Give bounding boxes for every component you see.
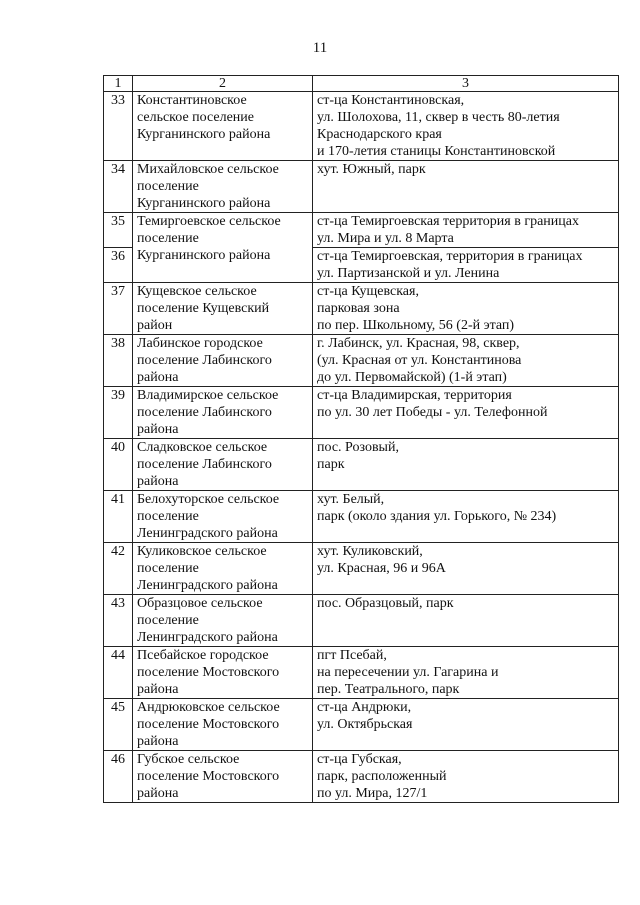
settlement-name-line: района — [137, 474, 179, 489]
table-row — [104, 491, 619, 543]
settlement-name-line: Губское сельское — [137, 752, 240, 767]
settlement-name-line: поселение Мостовского — [137, 769, 280, 784]
settlement-name-line: Андрюковское сельское — [137, 700, 280, 715]
location-description — [313, 595, 619, 647]
location-line: по ул. 30 лет Победы - ул. Телефонной — [317, 405, 548, 420]
location-line: и 170-летия станицы Константиновской — [317, 144, 556, 159]
row-number: 34 — [104, 161, 133, 213]
row-number: 40 — [104, 439, 133, 491]
location-line: по ул. Мира, 127/1 — [317, 786, 428, 801]
settlement-name — [133, 387, 313, 439]
location-line: ст-ца Губская, — [317, 752, 402, 767]
location-line: до ул. Первомайской) (1-й этап) — [317, 370, 507, 385]
row-number: 42 — [104, 543, 133, 595]
table-row — [104, 699, 619, 751]
row-number: 35 — [104, 213, 133, 248]
location-line: ст-ца Темиргоевская территория в границах — [317, 214, 579, 229]
location-line: ул. Красная, 96 и 96А — [317, 561, 446, 576]
table-row — [104, 335, 619, 387]
settlement-name-line: Белохуторское сельское — [137, 492, 280, 507]
settlement-name-line: Ленинградского района — [137, 526, 278, 541]
location-description — [313, 335, 619, 387]
location-description — [313, 161, 619, 213]
settlement-name-line: поселение — [137, 613, 199, 628]
settlement-name-line: Темиргоевское сельское — [137, 214, 281, 229]
settlement-name-line: Лабинское городское — [137, 336, 263, 351]
location-line: ст-ца Владимирская, территория — [317, 388, 512, 403]
settlement-name-line: Михайловское сельское — [137, 162, 279, 177]
location-description — [313, 491, 619, 543]
location-line: парк (около здания ул. Горького, № 234) — [317, 509, 557, 524]
location-line: на пересечении ул. Гагарина и — [317, 665, 499, 680]
table-row — [104, 751, 619, 803]
header-col-3: 3 — [313, 76, 619, 92]
settlement-name — [133, 647, 313, 699]
location-line: хут. Южный, парк — [317, 162, 426, 177]
table-row — [104, 161, 619, 213]
table-row — [104, 543, 619, 595]
table-row — [104, 283, 619, 335]
settlement-name-line: сельское поселение — [137, 110, 254, 125]
location-line: ст-ца Константиновская, — [317, 93, 465, 108]
settlement-name-line: района — [137, 786, 179, 801]
settlement-name — [133, 335, 313, 387]
settlement-name — [133, 595, 313, 647]
settlement-name — [133, 543, 313, 595]
territories-table — [103, 75, 619, 803]
location-description — [313, 213, 619, 248]
settlement-name-line: Сладковское сельское — [137, 440, 268, 455]
settlement-name-line: поселение — [137, 561, 199, 576]
location-line: пос. Розовый, — [317, 440, 399, 455]
location-line: ст-ца Темиргоевская, территория в границах — [317, 249, 583, 264]
location-line: парк — [317, 457, 345, 472]
header-col-2: 2 — [133, 76, 313, 92]
table-row — [104, 92, 619, 161]
row-number: 45 — [104, 699, 133, 751]
settlement-name-line: района — [137, 370, 179, 385]
settlement-name — [133, 439, 313, 491]
settlement-name-line: район — [137, 318, 173, 333]
table-header-row — [104, 76, 619, 92]
table-row — [104, 387, 619, 439]
settlement-name-line: района — [137, 422, 179, 437]
settlement-name-line: поселение Мостовского — [137, 717, 280, 732]
settlement-name-line: Курганинского района — [137, 248, 271, 263]
settlement-name-line: Ленинградского района — [137, 630, 278, 645]
settlement-name — [133, 491, 313, 543]
location-line: хут. Белый, — [317, 492, 385, 507]
settlement-name — [133, 161, 313, 213]
settlement-name-line: поселение Кущевский — [137, 301, 270, 316]
location-line: ст-ца Андрюки, — [317, 700, 412, 715]
row-number: 41 — [104, 491, 133, 543]
settlement-name-line: района — [137, 682, 179, 697]
location-line: пгт Псебай, — [317, 648, 387, 663]
location-line: (ул. Красная от ул. Константинова — [317, 353, 522, 368]
location-description — [313, 248, 619, 283]
table-row — [104, 647, 619, 699]
row-number: 46 — [104, 751, 133, 803]
settlement-name — [133, 92, 313, 161]
row-number: 43 — [104, 595, 133, 647]
location-line: хут. Куликовский, — [317, 544, 423, 559]
settlement-name-line: Владимирское сельское — [137, 388, 279, 403]
row-number: 33 — [104, 92, 133, 161]
location-description — [313, 439, 619, 491]
location-line: ст-ца Кущевская, — [317, 284, 419, 299]
settlement-name-line: поселение — [137, 509, 199, 524]
settlement-name-line: поселение Лабинского — [137, 405, 272, 420]
location-line: пос. Образцовый, парк — [317, 596, 454, 611]
settlement-name-line: Ленинградского района — [137, 578, 278, 593]
settlement-name-line: Образцовое сельское — [137, 596, 263, 611]
settlement-name-line: поселение Лабинского — [137, 457, 272, 472]
settlement-name — [133, 751, 313, 803]
settlement-name — [133, 699, 313, 751]
location-description — [313, 751, 619, 803]
settlement-name-line: Константиновское — [137, 93, 247, 108]
settlement-name — [133, 213, 313, 283]
location-line: ул. Шолохова, 11, сквер в честь 80-летия — [317, 110, 560, 125]
settlement-name-line: поселение Лабинского — [137, 353, 272, 368]
row-number: 36 — [104, 248, 133, 283]
location-line: ул. Мира и ул. 8 Марта — [317, 231, 454, 246]
settlement-name-line: поселение — [137, 179, 199, 194]
location-line: ул. Партизанской и ул. Ленина — [317, 266, 500, 281]
settlement-name-line: Кущевское сельское — [137, 284, 257, 299]
location-line: Краснодарского края — [317, 127, 442, 142]
location-line: парк, расположенный — [317, 769, 447, 784]
row-number: 38 — [104, 335, 133, 387]
page-number: 11 — [312, 40, 328, 56]
table-row — [104, 213, 619, 248]
table-row — [104, 595, 619, 647]
settlement-name-line: поселение Мостовского — [137, 665, 280, 680]
header-col-1: 1 — [104, 76, 133, 92]
location-line: парковая зона — [317, 301, 400, 316]
location-line: ул. Октябрьская — [317, 717, 413, 732]
table-row — [104, 439, 619, 491]
location-line: г. Лабинск, ул. Красная, 98, сквер, — [317, 336, 520, 351]
location-description — [313, 543, 619, 595]
location-line: пер. Театрального, парк — [317, 682, 460, 697]
settlement-name — [133, 283, 313, 335]
location-description — [313, 283, 619, 335]
location-line: по пер. Школьному, 56 (2-й этап) — [317, 318, 515, 333]
location-description — [313, 92, 619, 161]
location-description — [313, 387, 619, 439]
settlement-name-line: Псебайское городское — [137, 648, 269, 663]
settlement-name-line: Курганинского района — [137, 196, 271, 211]
location-description — [313, 647, 619, 699]
settlement-name-line: Курганинского района — [137, 127, 271, 142]
location-description — [313, 699, 619, 751]
row-number: 44 — [104, 647, 133, 699]
row-number: 37 — [104, 283, 133, 335]
settlement-name-line: поселение — [137, 231, 199, 246]
settlement-name-line: района — [137, 734, 179, 749]
settlement-name-line: Куликовское сельское — [137, 544, 267, 559]
row-number: 39 — [104, 387, 133, 439]
